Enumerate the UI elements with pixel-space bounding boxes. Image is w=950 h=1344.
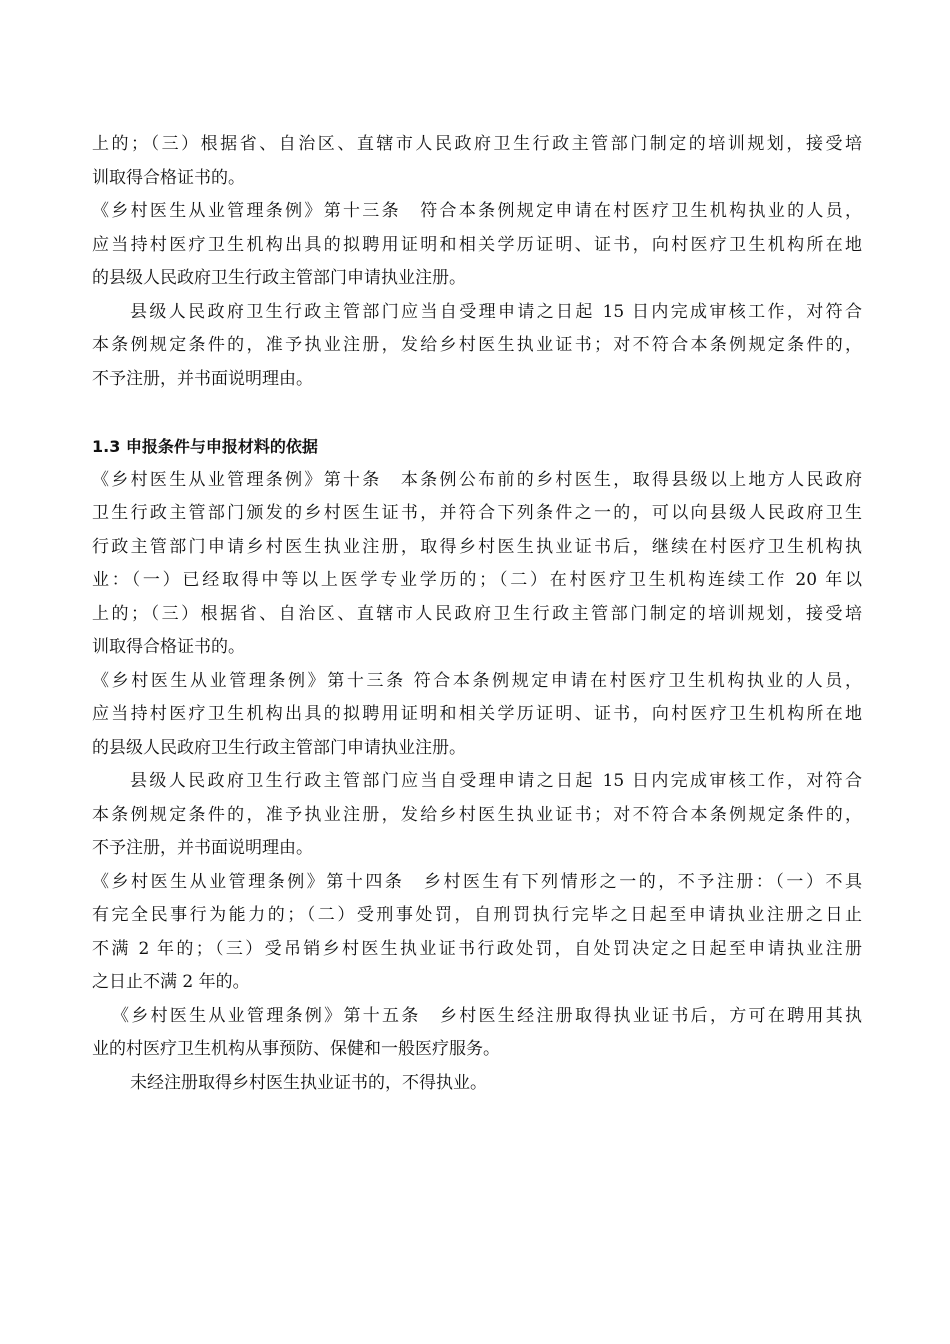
text-line: 业：（一）已经取得中等以上医学专业学历的；（二）在村医疗卫生机构连续工作 20 年以: [92, 570, 862, 590]
text-line: 上的；（三）根据省、自治区、直辖市人民政府卫生行政主管部门制定的培训规划，接受培: [92, 134, 862, 154]
text-line: 应当持村医疗卫生机构出具的拟聘用证明和相关学历证明、证书，向村医疗卫生机构所在地: [92, 234, 862, 255]
text-line: 业的村医疗卫生机构从事预防、保健和一般医疗服务。: [92, 1039, 500, 1059]
document-page: [92, 128, 862, 1100]
text-line: 不予注册，并书面说明理由。: [92, 368, 313, 389]
text-line: 行政主管部门申请乡村医生执业注册，取得乡村医生执业证书后，继续在村医疗卫生机构执: [92, 536, 862, 557]
text-line: 应当持村医疗卫生机构出具的拟聘用证明和相关学历证明、证书，向村医疗卫生机构所在地: [92, 704, 862, 724]
text-line: 有完全民事行为能力的；（二）受刑事处罚，自刑罚执行完毕之日起至申请执业注册之日止: [92, 905, 862, 925]
text-line: 《乡村医生从业管理条例》第十条 本条例公布前的乡村医生，取得县级以上地方人民政府: [92, 469, 862, 490]
text-line: 《乡村医生从业管理条例》第十五条 乡村医生经注册取得执业证书后，方可在聘用其执: [112, 1005, 862, 1026]
text-line: 卫生行政主管部门颁发的乡村医生证书，并符合下列条件之一的，可以向县级人民政府卫生: [92, 503, 862, 523]
section-heading: 1.3 申报条件与申报材料的依据: [92, 437, 318, 456]
text-line: 不予注册，并书面说明理由。: [92, 838, 313, 858]
text-line: 训取得合格证书的。: [92, 637, 245, 657]
text-line: 的县级人民政府卫生行政主管部门申请执业注册。: [92, 737, 466, 758]
text-line: 的县级人民政府卫生行政主管部门申请执业注册。: [92, 268, 466, 288]
text-line: 本条例规定条件的，准予执业注册，发给乡村医生执业证书；对不符合本条例规定条件的，: [92, 804, 862, 825]
text-line: 《乡村医生从业管理条例》第十四条 乡村医生有下列情形之一的，不予注册：（一）不具: [92, 871, 862, 892]
text-line: 本条例规定条件的，准予执业注册，发给乡村医生执业证书；对不符合本条例规定条件的，: [92, 335, 862, 355]
text-line: 训取得合格证书的。: [92, 167, 245, 188]
text-line: 《乡村医生从业管理条例》第十三条 符合本条例规定申请在村医疗卫生机构执业的人员，: [92, 670, 862, 691]
text-line: 未经注册取得乡村医生执业证书的，不得执业。: [130, 1072, 487, 1093]
text-line: 县级人民政府卫生行政主管部门应当自受理申请之日起 15 日内完成审核工作，对符合: [130, 301, 862, 322]
text-line: 之日止不满 2 年的。: [92, 972, 250, 992]
text-line: 县级人民政府卫生行政主管部门应当自受理申请之日起 15 日内完成审核工作，对符合: [130, 771, 862, 791]
text-line: 上的；（三）根据省、自治区、直辖市人民政府卫生行政主管部门制定的培训规划，接受培: [92, 603, 862, 624]
paragraph-gap: [92, 396, 862, 430]
text-line: 不满 2 年的；（三）受吊销乡村医生执业证书行政处罚，自处罚决定之日起至申请执业注册: [92, 938, 862, 959]
text-line: 《乡村医生从业管理条例》第十三条 符合本条例规定申请在村医疗卫生机构执业的人员，: [92, 201, 862, 221]
